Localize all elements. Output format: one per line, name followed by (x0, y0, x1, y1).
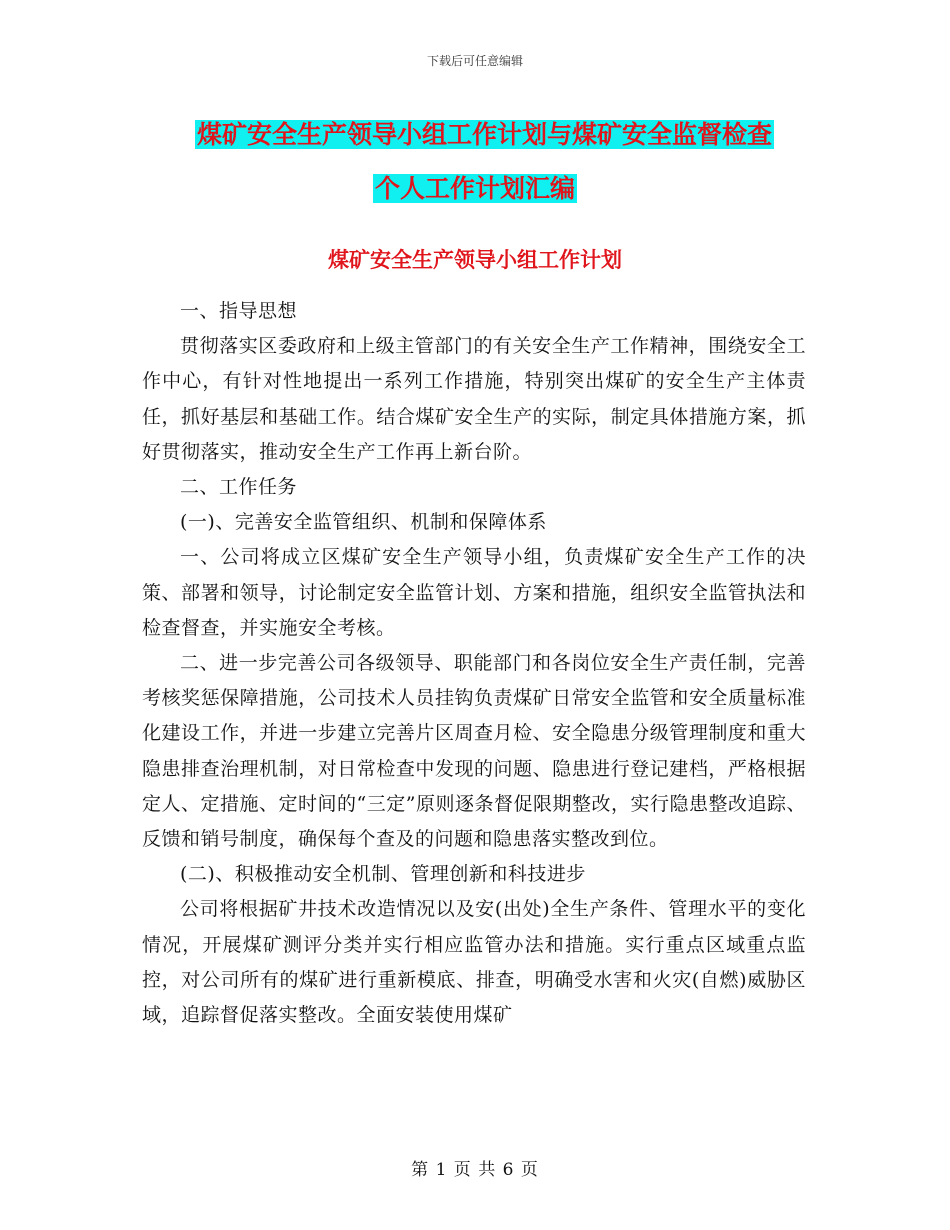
title-line-1-text: 煤矿安全生产领导小组工作计划与煤矿安全监督检查 (197, 120, 773, 149)
section-title: 煤矿安全生产领导小组工作计划 (328, 248, 622, 272)
subheading: (二)、积极推动安全机制、管理创新和科技进步 (180, 863, 586, 886)
document-title (140, 108, 810, 216)
paragraph: 二、进一步完善公司各级领导、职能部门和各岗位安全生产责任制，完善考核奖惩保障措施，公司技术人员挂钩负责煤矿日常安全监管和安全质量标准化建设工作，并进一步建立完善片区周查月检、安全隐患分级管理制度和重大隐患排查治理机制，对日常检查中发现的问题、隐患进行登记建档，严格根据定人、定措施、定时间的“三定”原则逐条督促限期整改，实行隐患整改追踪、反馈和销号制度，确保每个查及的问题和隐患落实整改到位。 (142, 652, 806, 851)
paragraph: 公司将根据矿井技术改造情况以及安(出处)全生产条件、管理水平的变化情况，开展煤矿测评分类并实行相应监管办法和措施。实行重点区域重点监控，对公司所有的煤矿进行重新模底、排查，明确受水害和火灾(自燃)威胁区域，追踪督促落实整改。全面安装使用煤矿 (142, 898, 806, 1027)
title-line-2-text: 个人工作计划汇编 (374, 174, 575, 203)
paragraph: 一、公司将成立区煤矿安全生产领导小组，负责煤矿安全生产工作的决策、部署和领导，讨论制定安全监管计划、方案和措施，组织安全监管执法和检查督查，并实施安全考核。 (142, 546, 806, 639)
subheading: (一)、完善安全监管组织、机制和保障体系 (180, 511, 547, 534)
document-body (142, 294, 806, 1033)
header-note: 下载后可任意编辑 (426, 54, 523, 68)
heading-guiding-idea: 一、指导思想 (180, 300, 298, 322)
title-line-1 (140, 108, 810, 162)
page-number-footer: 第 1 页 共 6 页 (411, 1160, 539, 1180)
title-line-2 (140, 162, 810, 216)
paragraph: 贯彻落实区委政府和上级主管部门的有关安全生产工作精神，围绕安全工作中心，有针对性地提出一系列工作措施，特别突出煤矿的安全生产主体责任，抓好基层和基础工作。结合煤矿安全生产的实际，制定具体措施方案，抓好贯彻落实，推动安全生产工作再上新台阶。 (142, 335, 806, 463)
heading-work-tasks: 二、工作任务 (180, 476, 298, 499)
